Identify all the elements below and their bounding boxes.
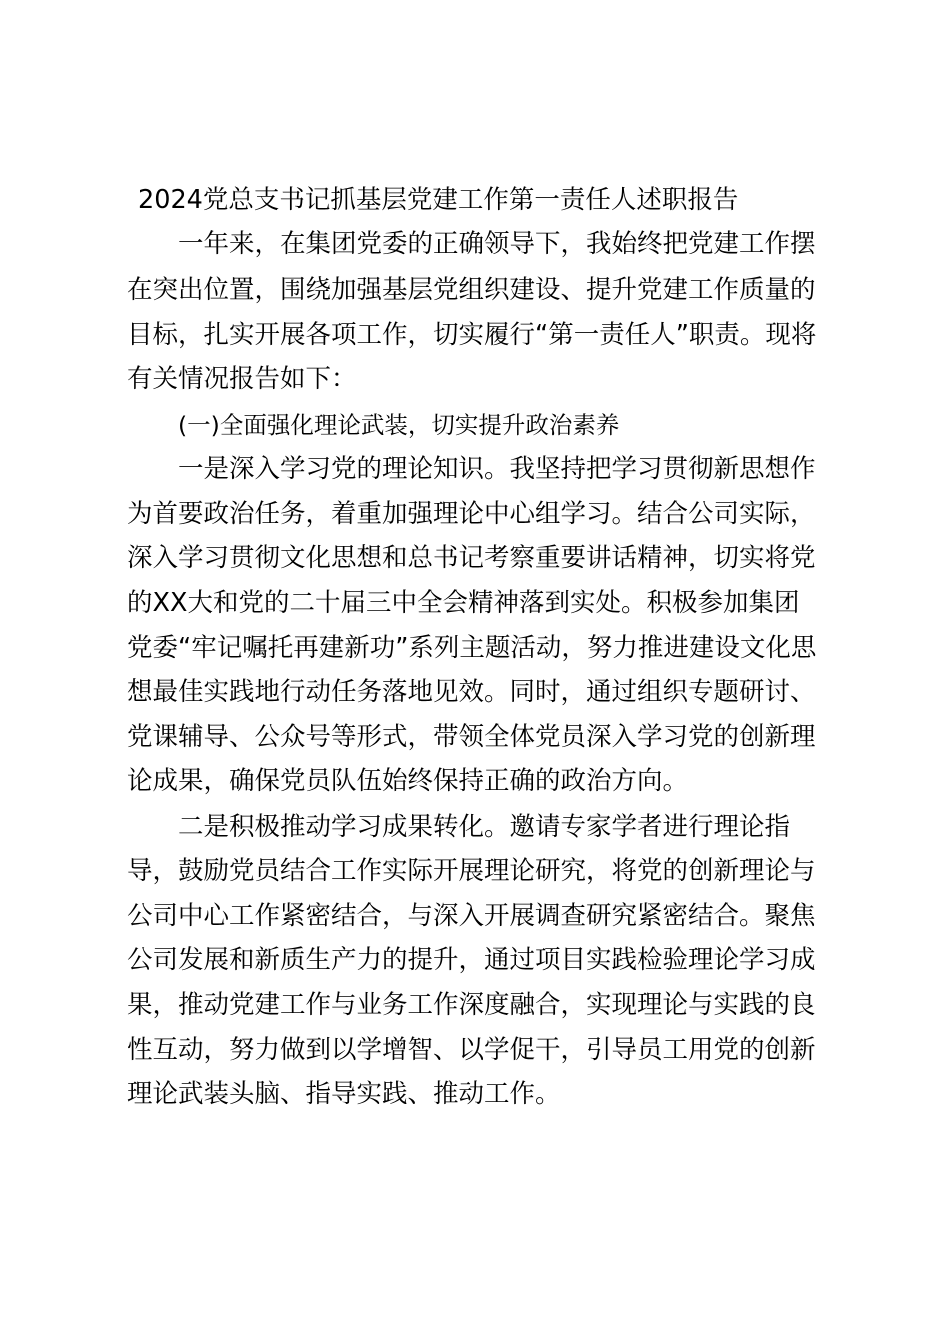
paragraph-line: 理论武装头脑、指导实践、推动工作。: [127, 1079, 561, 1109]
document-title: 2024党总支书记抓基层党建工作第一责任人述职报告: [138, 185, 739, 215]
paragraph-line: 公司中心工作紧密结合，与深入开展调查研究紧密结合。聚焦: [127, 901, 816, 931]
section-heading: (一)全面强化理论武装，切实提升政治素养: [178, 411, 620, 439]
paragraph-line: 党委“牢记嘱托再建新功”系列主题活动，努力推进建设文化思: [127, 633, 817, 663]
paragraph-line: 目标，扎实开展各项工作，切实履行“第一责任人”职责。现将: [127, 320, 817, 350]
paragraph-line: 深入学习贯彻文化思想和总书记考察重要讲话精神，切实将党: [127, 543, 816, 573]
paragraph-line: 论成果，确保党员队伍始终保持正确的政治方向。: [127, 766, 689, 796]
paragraph-line: 一年来，在集团党委的正确领导下，我始终把党建工作摆: [178, 229, 816, 259]
paragraph-line: 为首要政治任务，着重加强理论中心组学习。结合公司实际，: [127, 499, 816, 529]
paragraph-line: 有关情况报告如下：: [127, 364, 357, 394]
paragraph-line: 性互动，努力做到以学增智、以学促干，引导员工用党的创新: [127, 1035, 816, 1065]
paragraph-line: 的XX大和党的二十届三中全会精神落到实处。积极参加集团: [127, 588, 800, 618]
paragraph-line: 一是深入学习党的理论知识。我坚持把学习贯彻新思想作: [178, 454, 816, 484]
paragraph-line: 党课辅导、公众号等形式，带领全体党员深入学习党的创新理: [127, 722, 816, 752]
paragraph-line: 二是积极推动学习成果转化。邀请专家学者进行理论指: [178, 812, 791, 842]
paragraph-line: 导，鼓励党员结合工作实际开展理论研究，将党的创新理论与: [127, 856, 816, 886]
paragraph-line: 果，推动党建工作与业务工作深度融合，实现理论与实践的良: [127, 990, 816, 1020]
paragraph-line: 在突出位置，围绕加强基层党组织建设、提升党建工作质量的: [127, 275, 816, 305]
paragraph-line: 公司发展和新质生产力的提升，通过项目实践检验理论学习成: [127, 945, 816, 975]
paragraph-line: 想最佳实践地行动任务落地见效。同时，通过组织专题研讨、: [127, 677, 816, 707]
